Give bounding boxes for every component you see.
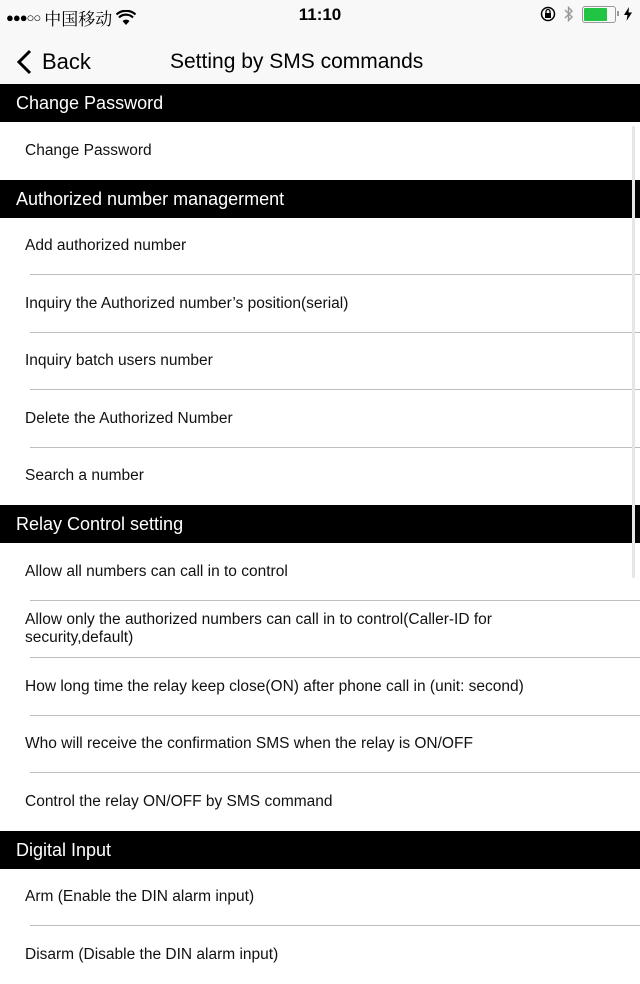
- rotation-lock-icon: [540, 6, 556, 22]
- list-item[interactable]: [0, 543, 640, 601]
- list-item[interactable]: [0, 716, 640, 774]
- list-item[interactable]: [0, 333, 640, 391]
- list-item-label: Inquiry batch users number: [25, 352, 213, 370]
- list-item[interactable]: [0, 390, 640, 448]
- list-item[interactable]: [0, 275, 640, 333]
- bluetooth-icon: [564, 5, 574, 23]
- list-item[interactable]: [0, 448, 640, 506]
- list-item-label: Disarm (Disable the DIN alarm input): [25, 945, 279, 963]
- list-item-label: Add authorized number: [25, 237, 187, 255]
- settings-list: [0, 84, 640, 984]
- scrollbar[interactable]: [632, 126, 635, 578]
- list-item-label: Search a number: [25, 467, 144, 485]
- list-item-label: Inquiry the Authorized number’s position(serial): [25, 294, 349, 312]
- list-item[interactable]: [0, 218, 640, 276]
- clock: 11:10: [298, 5, 342, 24]
- chevron-left-icon: [16, 49, 32, 75]
- list-item[interactable]: [0, 122, 640, 180]
- signal-icon: ●●●○○: [6, 10, 41, 25]
- list-item-label: Delete the Authorized Number: [25, 409, 233, 427]
- list-item[interactable]: [0, 926, 640, 984]
- section-header: Change Password: [0, 84, 640, 122]
- status-bar: [0, 0, 640, 40]
- section-header: Relay Control setting: [0, 505, 640, 543]
- back-button[interactable]: [16, 40, 91, 84]
- list-item-label: Allow only the authorized numbers can call in to control(Caller-ID for security,default): [25, 611, 492, 647]
- back-label: Back: [42, 49, 91, 74]
- section-header: Digital Input: [0, 831, 640, 869]
- page-title: Setting by SMS commands: [170, 50, 424, 73]
- section-header: Authorized number managerment: [0, 180, 640, 218]
- top-bar: [0, 0, 640, 84]
- list-item[interactable]: [0, 658, 640, 716]
- list-item-label: How long time the relay keep close(ON) after phone call in (unit: second): [25, 677, 524, 695]
- list-item-label: Arm (Enable the DIN alarm input): [25, 888, 255, 906]
- battery-icon: [582, 6, 616, 23]
- list-item-label: Who will receive the confirmation SMS when the relay is ON/OFF: [25, 735, 473, 753]
- carrier-label: 中国移动: [44, 10, 113, 29]
- charging-icon: [624, 7, 632, 21]
- navigation-bar: [0, 40, 640, 84]
- list-item-label: Allow all numbers can call in to control: [25, 562, 288, 580]
- list-item[interactable]: [0, 773, 640, 831]
- list-item[interactable]: [0, 869, 640, 927]
- list-item-label: Change Password: [25, 141, 152, 159]
- list-item[interactable]: [0, 601, 640, 659]
- list-item-label: Control the relay ON/OFF by SMS command: [25, 792, 333, 810]
